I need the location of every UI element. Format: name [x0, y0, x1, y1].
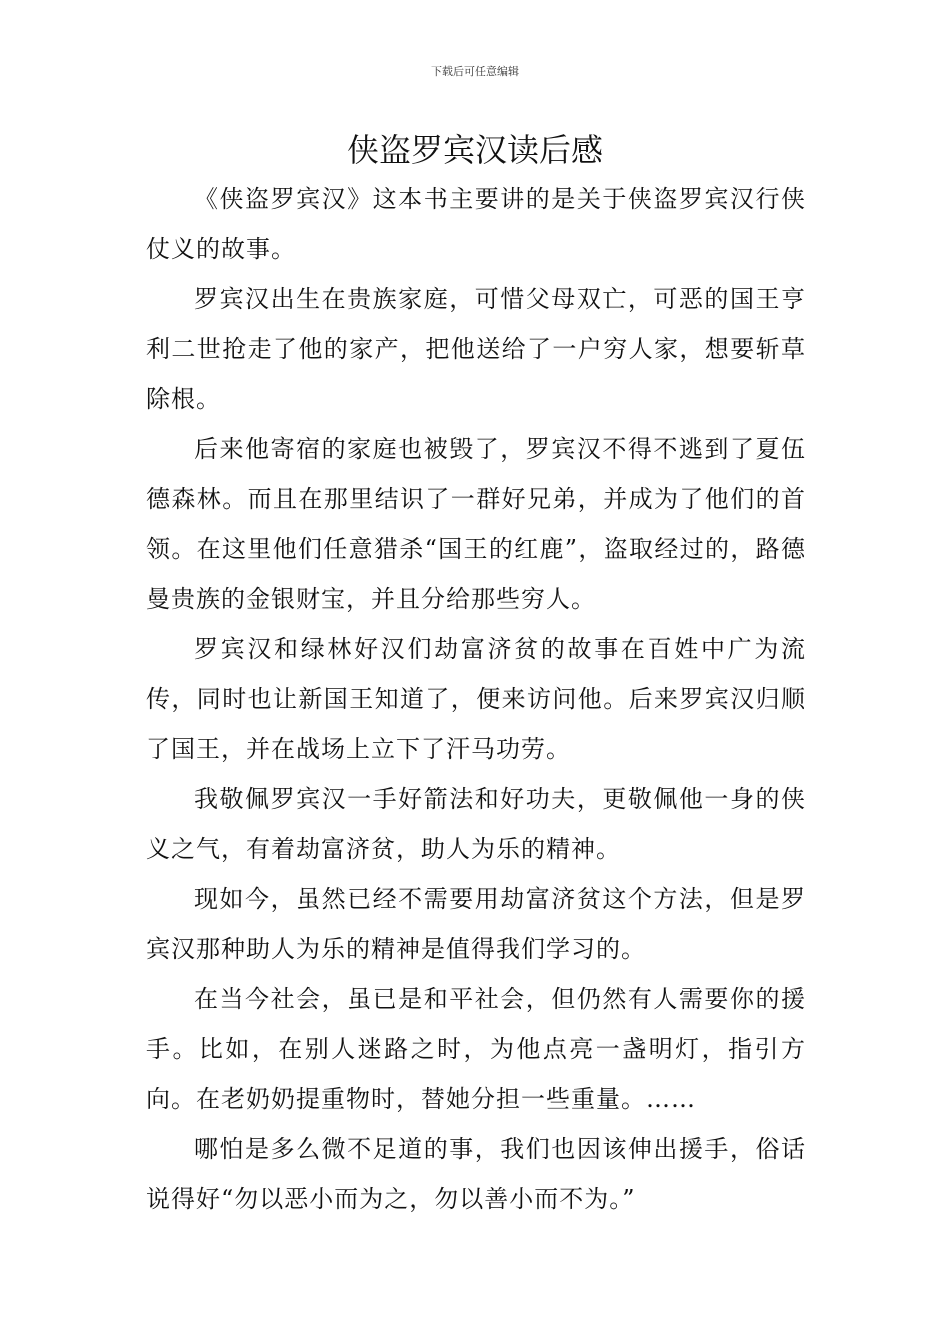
paragraph-3: 后来他寄宿的家庭也被毁了，罗宾汉不得不逃到了夏伍德森林。而且在那里结识了一群好兄弟，并成为了他们的首领。在这里他们任意猎杀“国王的红鹿”，盗取经过的，路德曼贵族的金银财宝，并且分给那些穷人。	[146, 435, 806, 613]
paragraph-6: 现如今，虽然已经不需要用劫富济贫这个方法，但是罗宾汉那种助人为乐的精神是值得我们学习的。	[146, 885, 806, 963]
document-body	[146, 174, 806, 1224]
paragraph-2: 罗宾汉出生在贵族家庭，可惜父母双亡，可恶的国王亨利二世抢走了他的家产，把他送给了一户穷人家，想要斩草除根。	[146, 285, 806, 413]
document-title: 侠盗罗宾汉读后感	[346, 131, 603, 169]
paragraph-7: 在当今社会，虽已是和平社会，但仍然有人需要你的援手。比如，在别人迷路之时，为他点亮一盏明灯，指引方向。在老奶奶提重物时，替她分担一些重量。……	[146, 985, 806, 1113]
paragraph-5: 我敬佩罗宾汉一手好箭法和好功夫，更敬佩他一身的侠义之气，有着劫富济贫，助人为乐的精神。	[146, 785, 806, 863]
header-note: 下载后可任意编辑	[431, 65, 519, 78]
paragraph-4: 罗宾汉和绿林好汉们劫富济贫的故事在百姓中广为流传，同时也让新国王知道了，便来访问他。后来罗宾汉归顺了国王，并在战场上立下了汗马功劳。	[146, 635, 806, 763]
paragraph-1: 《侠盗罗宾汉》这本书主要讲的是关于侠盗罗宾汉行侠仗义的故事。	[146, 185, 806, 263]
paragraph-8: 哪怕是多么微不足道的事，我们也因该伸出援手，俗话说得好“勿以恶小而为之，勿以善小而不为。”	[146, 1135, 806, 1213]
